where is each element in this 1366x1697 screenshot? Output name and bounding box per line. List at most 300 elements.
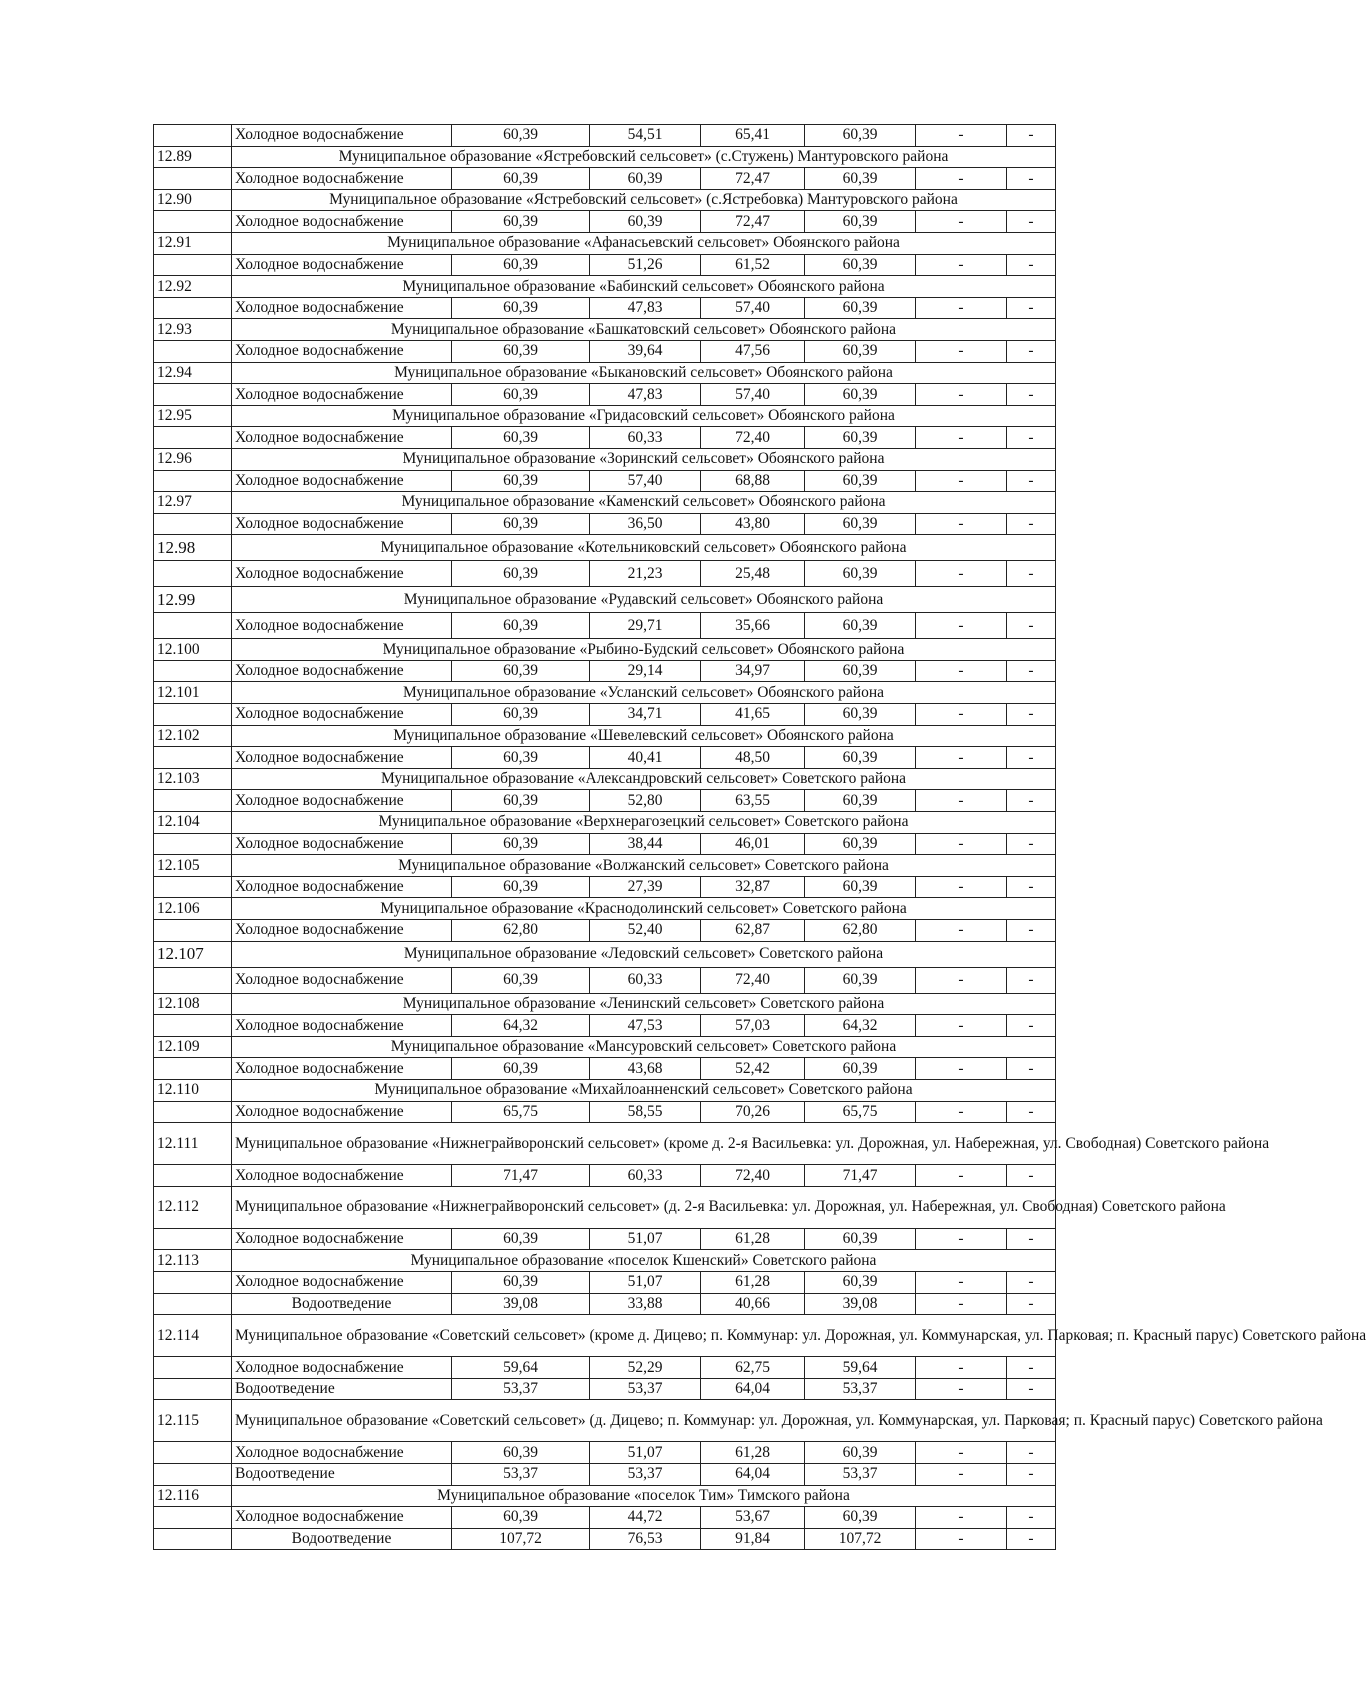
- tariff-value-cell: 52,40: [590, 920, 701, 942]
- municipality-title: Муниципальное образование «Советский сельсовет» (д. Дицево; п. Коммунар: ул. Дорожная, ул. Коммунарская, ул. Парковая; п. Красный парус) Советского района: [232, 1400, 1056, 1442]
- tariff-value-cell: 72,40: [701, 1165, 805, 1187]
- tariff-value-cell: 36,50: [590, 513, 701, 535]
- tariff-value-cell: 53,37: [590, 1463, 701, 1485]
- dash-cell: -: [916, 340, 1007, 362]
- row-code: 12.91: [154, 232, 232, 254]
- municipality-header-row: [154, 146, 1056, 168]
- tariff-value-cell: 60,39: [452, 427, 590, 449]
- tariff-value-cell: 33,88: [590, 1293, 701, 1315]
- tariff-value-cell: 60,39: [805, 254, 916, 276]
- tariff-value-cell: 60,39: [805, 470, 916, 492]
- dash-cell: -: [1007, 613, 1056, 639]
- dash-cell: -: [916, 833, 1007, 855]
- empty-code-cell: [154, 1507, 232, 1529]
- tariff-value-cell: 21,23: [590, 561, 701, 587]
- dash-cell: -: [1007, 1015, 1056, 1037]
- dash-cell: -: [1007, 254, 1056, 276]
- municipality-header-row: [154, 1315, 1056, 1357]
- municipality-header-row: [154, 232, 1056, 254]
- dash-cell: -: [1007, 660, 1056, 682]
- dash-cell: -: [916, 1101, 1007, 1123]
- service-row: [154, 1507, 1056, 1529]
- service-row: [154, 1015, 1056, 1037]
- service-name: Холодное водоснабжение: [232, 1507, 452, 1529]
- municipality-header-row: [154, 725, 1056, 747]
- tariff-value-cell: 61,52: [701, 254, 805, 276]
- tariff-value-cell: 60,39: [452, 513, 590, 535]
- tariff-value-cell: 60,39: [452, 1271, 590, 1293]
- dash-cell: -: [1007, 1165, 1056, 1187]
- dash-cell: -: [916, 470, 1007, 492]
- dash-cell: -: [1007, 1293, 1056, 1315]
- tariff-value-cell: 52,80: [590, 790, 701, 812]
- dash-cell: -: [1007, 833, 1056, 855]
- tariff-value-cell: 58,55: [590, 1101, 701, 1123]
- row-code: 12.99: [154, 587, 232, 613]
- row-code: 12.90: [154, 189, 232, 211]
- service-name: Холодное водоснабжение: [232, 427, 452, 449]
- service-row: [154, 254, 1056, 276]
- tariff-value-cell: 65,75: [452, 1101, 590, 1123]
- empty-code-cell: [154, 561, 232, 587]
- municipality-header-row: [154, 898, 1056, 920]
- dash-cell: -: [916, 1228, 1007, 1250]
- municipality-title: Муниципальное образование «Ледовский сельсовет» Советского района: [232, 941, 1056, 967]
- tariff-value-cell: 29,71: [590, 613, 701, 639]
- tariff-value-cell: 47,83: [590, 297, 701, 319]
- tariff-value-cell: 107,72: [805, 1528, 916, 1550]
- tariff-value-cell: 53,37: [452, 1378, 590, 1400]
- tariff-value-cell: 51,07: [590, 1271, 701, 1293]
- service-name: Холодное водоснабжение: [232, 1165, 452, 1187]
- municipality-title: Муниципальное образование «Рудавский сельсовет» Обоянского района: [232, 587, 1056, 613]
- row-code: 12.95: [154, 405, 232, 427]
- tariff-value-cell: 62,87: [701, 920, 805, 942]
- tariff-value-cell: 60,39: [805, 833, 916, 855]
- service-name: Холодное водоснабжение: [232, 340, 452, 362]
- tariff-value-cell: 47,53: [590, 1015, 701, 1037]
- tariff-value-cell: 60,39: [805, 340, 916, 362]
- tariff-value-cell: 60,39: [452, 168, 590, 190]
- tariff-value-cell: 62,80: [805, 920, 916, 942]
- tariff-value-cell: 60,39: [452, 340, 590, 362]
- service-name: Холодное водоснабжение: [232, 513, 452, 535]
- dash-cell: -: [1007, 920, 1056, 942]
- row-code: 12.96: [154, 448, 232, 470]
- tariff-value-cell: 64,32: [452, 1015, 590, 1037]
- municipality-title: Муниципальное образование «Александровский сельсовет» Советского района: [232, 768, 1056, 790]
- municipality-header-row: [154, 639, 1056, 661]
- row-code: 12.108: [154, 993, 232, 1015]
- municipality-header-row: [154, 1079, 1056, 1101]
- service-row: [154, 211, 1056, 233]
- row-code: 12.116: [154, 1485, 232, 1507]
- empty-code-cell: [154, 1015, 232, 1037]
- municipality-title: Муниципальное образование «Мансуровский сельсовет» Советского района: [232, 1036, 1056, 1058]
- dash-cell: -: [916, 613, 1007, 639]
- service-name: Водоотведение: [232, 1378, 452, 1400]
- empty-code-cell: [154, 1378, 232, 1400]
- empty-code-cell: [154, 125, 232, 147]
- service-row: [154, 1528, 1056, 1550]
- tariff-value-cell: 64,32: [805, 1015, 916, 1037]
- municipality-header-row: [154, 855, 1056, 877]
- tariff-value-cell: 71,47: [805, 1165, 916, 1187]
- row-code: 12.89: [154, 146, 232, 168]
- row-code: 12.107: [154, 941, 232, 967]
- empty-code-cell: [154, 876, 232, 898]
- dash-cell: -: [916, 1015, 1007, 1037]
- tariff-value-cell: 52,42: [701, 1058, 805, 1080]
- dash-cell: -: [916, 704, 1007, 726]
- tariff-value-cell: 60,39: [805, 790, 916, 812]
- tariff-value-cell: 47,56: [701, 340, 805, 362]
- dash-cell: -: [916, 920, 1007, 942]
- tariff-value-cell: 39,64: [590, 340, 701, 362]
- service-row: [154, 1442, 1056, 1464]
- tariff-value-cell: 60,39: [452, 613, 590, 639]
- tariff-value-cell: 60,39: [452, 876, 590, 898]
- dash-cell: -: [916, 1165, 1007, 1187]
- tariff-value-cell: 72,40: [701, 967, 805, 993]
- service-name: Холодное водоснабжение: [232, 920, 452, 942]
- dash-cell: -: [916, 125, 1007, 147]
- municipality-header-row: [154, 405, 1056, 427]
- service-name: Водоотведение: [232, 1528, 452, 1550]
- empty-code-cell: [154, 704, 232, 726]
- tariff-value-cell: 65,75: [805, 1101, 916, 1123]
- dash-cell: -: [916, 1507, 1007, 1529]
- tariff-value-cell: 61,28: [701, 1442, 805, 1464]
- service-name: Холодное водоснабжение: [232, 704, 452, 726]
- dash-cell: -: [916, 967, 1007, 993]
- tariff-value-cell: 60,39: [452, 790, 590, 812]
- service-row: [154, 833, 1056, 855]
- tariff-value-cell: 60,33: [590, 427, 701, 449]
- service-row: [154, 561, 1056, 587]
- municipality-title: Муниципальное образование «Рыбино-Будский сельсовет» Обоянского района: [232, 639, 1056, 661]
- service-name: Водоотведение: [232, 1463, 452, 1485]
- service-name: Холодное водоснабжение: [232, 384, 452, 406]
- municipality-title: Муниципальное образование «Ястребовский сельсовет» (с.Ястребовка) Мантуровского района: [232, 189, 1056, 211]
- municipality-header-row: [154, 1250, 1056, 1272]
- tariff-value-cell: 52,29: [590, 1357, 701, 1379]
- row-code: 12.92: [154, 276, 232, 298]
- empty-code-cell: [154, 340, 232, 362]
- tariff-value-cell: 60,39: [805, 297, 916, 319]
- service-row: [154, 1101, 1056, 1123]
- municipality-header-row: [154, 362, 1056, 384]
- tariff-value-cell: 57,40: [701, 297, 805, 319]
- service-name: Холодное водоснабжение: [232, 1228, 452, 1250]
- tariff-value-cell: 60,39: [805, 1058, 916, 1080]
- tariff-value-cell: 60,39: [805, 561, 916, 587]
- service-name: Холодное водоснабжение: [232, 254, 452, 276]
- dash-cell: -: [916, 427, 1007, 449]
- tariff-value-cell: 51,07: [590, 1228, 701, 1250]
- dash-cell: -: [1007, 297, 1056, 319]
- dash-cell: -: [1007, 1357, 1056, 1379]
- tariff-value-cell: 53,37: [452, 1463, 590, 1485]
- tariff-value-cell: 59,64: [452, 1357, 590, 1379]
- tariff-value-cell: 53,67: [701, 1507, 805, 1529]
- municipality-title: Муниципальное образование «Краснодолинский сельсовет» Советского района: [232, 898, 1056, 920]
- row-code: 12.110: [154, 1079, 232, 1101]
- service-name: Холодное водоснабжение: [232, 1101, 452, 1123]
- empty-code-cell: [154, 1058, 232, 1080]
- empty-code-cell: [154, 1528, 232, 1550]
- service-name: Холодное водоснабжение: [232, 168, 452, 190]
- service-name: Холодное водоснабжение: [232, 876, 452, 898]
- tariff-value-cell: 43,80: [701, 513, 805, 535]
- tariff-value-cell: 65,41: [701, 125, 805, 147]
- tariff-value-cell: 59,64: [805, 1357, 916, 1379]
- municipality-title: Муниципальное образование «Афанасьевский сельсовет» Обоянского района: [232, 232, 1056, 254]
- dash-cell: -: [1007, 1463, 1056, 1485]
- municipality-header-row: [154, 1485, 1056, 1507]
- service-name: Холодное водоснабжение: [232, 747, 452, 769]
- municipality-header-row: [154, 941, 1056, 967]
- dash-cell: -: [916, 1058, 1007, 1080]
- municipality-title: Муниципальное образование «Котельниковский сельсовет» Обоянского района: [232, 535, 1056, 561]
- row-code: 12.115: [154, 1400, 232, 1442]
- empty-code-cell: [154, 1357, 232, 1379]
- row-code: 12.105: [154, 855, 232, 877]
- service-name: Холодное водоснабжение: [232, 1442, 452, 1464]
- tariff-value-cell: 60,39: [805, 1507, 916, 1529]
- dash-cell: -: [916, 254, 1007, 276]
- row-code: 12.101: [154, 682, 232, 704]
- service-name: Холодное водоснабжение: [232, 470, 452, 492]
- service-row: [154, 1058, 1056, 1080]
- tariff-value-cell: 60,33: [590, 967, 701, 993]
- dash-cell: -: [1007, 1058, 1056, 1080]
- tariff-value-cell: 39,08: [452, 1293, 590, 1315]
- tariff-value-cell: 60,39: [590, 211, 701, 233]
- service-row: [154, 1357, 1056, 1379]
- dash-cell: -: [1007, 704, 1056, 726]
- dash-cell: -: [916, 1357, 1007, 1379]
- tariff-value-cell: 47,83: [590, 384, 701, 406]
- municipality-title: Муниципальное образование «Зоринский сельсовет» Обоянского района: [232, 448, 1056, 470]
- tariff-value-cell: 51,26: [590, 254, 701, 276]
- dash-cell: -: [1007, 1442, 1056, 1464]
- row-code: 12.93: [154, 319, 232, 341]
- empty-code-cell: [154, 790, 232, 812]
- service-row: [154, 513, 1056, 535]
- municipality-title: Муниципальное образование «поселок Тим» Тимского района: [232, 1485, 1056, 1507]
- dash-cell: -: [916, 1378, 1007, 1400]
- dash-cell: -: [1007, 211, 1056, 233]
- municipality-title: Муниципальное образование «Михайлоанненский сельсовет» Советского района: [232, 1079, 1056, 1101]
- municipality-header-row: [154, 1186, 1056, 1228]
- dash-cell: -: [1007, 384, 1056, 406]
- dash-cell: -: [1007, 1271, 1056, 1293]
- service-row: [154, 1165, 1056, 1187]
- service-row: [154, 613, 1056, 639]
- tariff-value-cell: 60,39: [805, 211, 916, 233]
- dash-cell: -: [1007, 1228, 1056, 1250]
- municipality-title: Муниципальное образование «Каменский сельсовет» Обоянского района: [232, 492, 1056, 514]
- tariff-value-cell: 60,39: [805, 1442, 916, 1464]
- tariff-value-cell: 60,33: [590, 1165, 701, 1187]
- row-code: 12.106: [154, 898, 232, 920]
- municipality-header-row: [154, 1123, 1056, 1165]
- service-name: Холодное водоснабжение: [232, 790, 452, 812]
- tariff-value-cell: 60,39: [452, 660, 590, 682]
- dash-cell: -: [1007, 470, 1056, 492]
- dash-cell: -: [916, 1528, 1007, 1550]
- dash-cell: -: [916, 384, 1007, 406]
- service-name: Холодное водоснабжение: [232, 613, 452, 639]
- dash-cell: -: [916, 660, 1007, 682]
- tariff-value-cell: 25,48: [701, 561, 805, 587]
- service-name: Холодное водоснабжение: [232, 297, 452, 319]
- tariff-value-cell: 60,39: [452, 297, 590, 319]
- empty-code-cell: [154, 254, 232, 276]
- tariff-value-cell: 48,50: [701, 747, 805, 769]
- dash-cell: -: [1007, 1101, 1056, 1123]
- service-row: [154, 384, 1056, 406]
- service-name: Холодное водоснабжение: [232, 211, 452, 233]
- service-row: [154, 660, 1056, 682]
- municipality-title: Муниципальное образование «Усланский сельсовет» Обоянского района: [232, 682, 1056, 704]
- row-code: 12.112: [154, 1186, 232, 1228]
- service-row: [154, 427, 1056, 449]
- tariff-value-cell: 44,72: [590, 1507, 701, 1529]
- service-row: [154, 470, 1056, 492]
- tariff-value-cell: 72,40: [701, 427, 805, 449]
- tariff-value-cell: 60,39: [805, 1228, 916, 1250]
- dash-cell: -: [916, 297, 1007, 319]
- tariff-value-cell: 72,47: [701, 211, 805, 233]
- tariff-value-cell: 40,41: [590, 747, 701, 769]
- service-name: Холодное водоснабжение: [232, 125, 452, 147]
- municipality-title: Муниципальное образование «Быкановский сельсовет» Обоянского района: [232, 362, 1056, 384]
- tariff-value-cell: 72,47: [701, 168, 805, 190]
- service-name: Холодное водоснабжение: [232, 833, 452, 855]
- municipality-title: Муниципальное образование «Башкатовский сельсовет» Обоянского района: [232, 319, 1056, 341]
- empty-code-cell: [154, 747, 232, 769]
- service-name: Холодное водоснабжение: [232, 561, 452, 587]
- service-name: Холодное водоснабжение: [232, 1058, 452, 1080]
- dash-cell: -: [1007, 1528, 1056, 1550]
- municipality-header-row: [154, 768, 1056, 790]
- dash-cell: -: [1007, 1378, 1056, 1400]
- row-code: 12.114: [154, 1315, 232, 1357]
- dash-cell: -: [1007, 561, 1056, 587]
- empty-code-cell: [154, 1293, 232, 1315]
- tariff-value-cell: 60,39: [452, 967, 590, 993]
- tariff-value-cell: 60,39: [805, 384, 916, 406]
- tariff-value-cell: 60,39: [805, 876, 916, 898]
- dash-cell: -: [916, 561, 1007, 587]
- row-code: 12.97: [154, 492, 232, 514]
- tariff-value-cell: 60,39: [452, 1228, 590, 1250]
- tariff-value-cell: 91,84: [701, 1528, 805, 1550]
- service-row: [154, 1378, 1056, 1400]
- service-row: [154, 1463, 1056, 1485]
- service-name: Холодное водоснабжение: [232, 1357, 452, 1379]
- tariff-value-cell: 34,97: [701, 660, 805, 682]
- service-row: [154, 747, 1056, 769]
- municipality-header-row: [154, 812, 1056, 834]
- tariff-value-cell: 107,72: [452, 1528, 590, 1550]
- tariff-value-cell: 60,39: [805, 660, 916, 682]
- municipality-header-row: [154, 492, 1056, 514]
- service-name: Холодное водоснабжение: [232, 1271, 452, 1293]
- tariff-value-cell: 27,39: [590, 876, 701, 898]
- tariff-value-cell: 64,04: [701, 1378, 805, 1400]
- municipality-title: Муниципальное образование «Советский сельсовет» (кроме д. Дицево; п. Коммунар: ул. Дорожная, ул. Коммунарская, ул. Парковая; п. Красный парус) Советского района: [232, 1315, 1056, 1357]
- municipality-title: Муниципальное образование «Гридасовский сельсовет» Обоянского района: [232, 405, 1056, 427]
- tariff-value-cell: 71,47: [452, 1165, 590, 1187]
- tariff-value-cell: 60,39: [452, 470, 590, 492]
- dash-cell: -: [1007, 513, 1056, 535]
- tariff-value-cell: 60,39: [452, 1058, 590, 1080]
- empty-code-cell: [154, 1271, 232, 1293]
- service-row: [154, 340, 1056, 362]
- tariff-table: [153, 124, 1366, 1550]
- empty-code-cell: [154, 427, 232, 449]
- service-row: [154, 125, 1056, 147]
- dash-cell: -: [1007, 747, 1056, 769]
- tariff-value-cell: 63,55: [701, 790, 805, 812]
- empty-code-cell: [154, 1442, 232, 1464]
- empty-code-cell: [154, 470, 232, 492]
- municipality-header-row: [154, 1400, 1056, 1442]
- tariff-value-cell: 61,28: [701, 1228, 805, 1250]
- municipality-header-row: [154, 276, 1056, 298]
- service-row: [154, 1271, 1056, 1293]
- tariff-value-cell: 76,53: [590, 1528, 701, 1550]
- service-name: Водоотведение: [232, 1293, 452, 1315]
- empty-code-cell: [154, 168, 232, 190]
- row-code: 12.94: [154, 362, 232, 384]
- tariff-table-body: [154, 125, 1366, 1550]
- empty-code-cell: [154, 1165, 232, 1187]
- dash-cell: -: [916, 876, 1007, 898]
- row-code: 12.102: [154, 725, 232, 747]
- tariff-value-cell: 51,07: [590, 1442, 701, 1464]
- empty-code-cell: [154, 613, 232, 639]
- dash-cell: -: [1007, 427, 1056, 449]
- tariff-value-cell: 60,39: [452, 125, 590, 147]
- row-code: 12.100: [154, 639, 232, 661]
- tariff-value-cell: 68,88: [701, 470, 805, 492]
- dash-cell: -: [916, 790, 1007, 812]
- row-code: 12.113: [154, 1250, 232, 1272]
- empty-code-cell: [154, 833, 232, 855]
- service-row: [154, 790, 1056, 812]
- municipality-header-row: [154, 993, 1056, 1015]
- dash-cell: -: [1007, 168, 1056, 190]
- tariff-value-cell: 60,39: [452, 384, 590, 406]
- tariff-value-cell: 62,75: [701, 1357, 805, 1379]
- tariff-value-cell: 60,39: [805, 967, 916, 993]
- tariff-value-cell: 60,39: [805, 1271, 916, 1293]
- dash-cell: -: [1007, 876, 1056, 898]
- tariff-value-cell: 60,39: [452, 1507, 590, 1529]
- municipality-title: Муниципальное образование «Нижнеграйворонский сельсовет» (д. 2-я Васильевка: ул. Дорожная, ул. Набережная, ул. Свободная) Советского района: [232, 1186, 1056, 1228]
- dash-cell: -: [916, 513, 1007, 535]
- tariff-value-cell: 60,39: [452, 561, 590, 587]
- tariff-value-cell: 60,39: [805, 125, 916, 147]
- empty-code-cell: [154, 920, 232, 942]
- tariff-value-cell: 60,39: [452, 833, 590, 855]
- row-code: 12.111: [154, 1123, 232, 1165]
- tariff-value-cell: 60,39: [452, 747, 590, 769]
